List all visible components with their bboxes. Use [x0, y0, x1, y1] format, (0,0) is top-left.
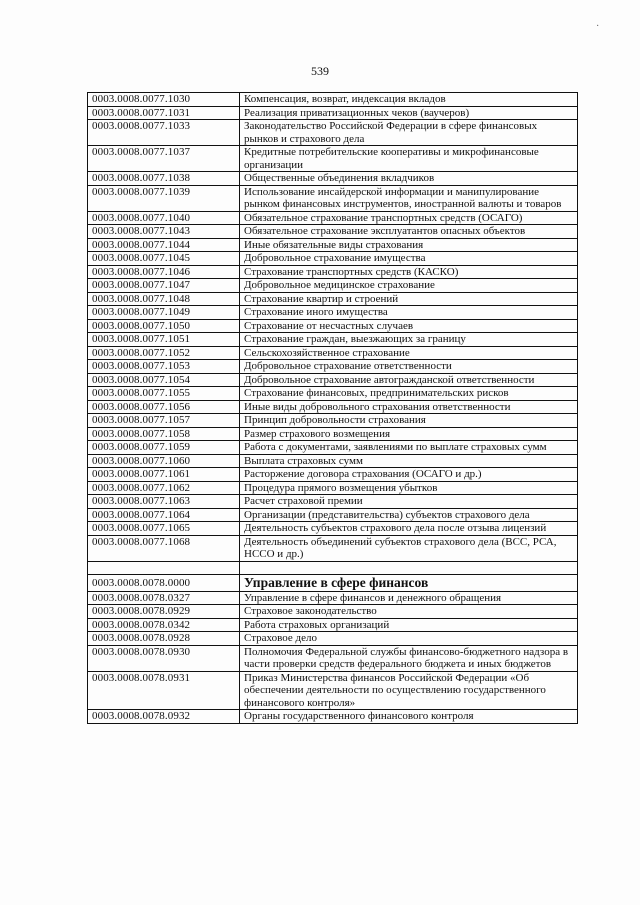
table-row — [88, 645, 578, 671]
row-code: 0003.0008.0077.1051 — [88, 333, 240, 347]
section-title: Управление в сфере финансов — [240, 574, 578, 591]
table-row — [88, 252, 578, 266]
row-name: Размер страхового возмещения — [240, 427, 578, 441]
row-code: 0003.0008.0077.1043 — [88, 225, 240, 239]
row-code: 0003.0008.0077.1031 — [88, 106, 240, 120]
row-name: Страхование граждан, выезжающих за границу — [240, 333, 578, 347]
row-code: 0003.0008.0077.1038 — [88, 172, 240, 186]
table-row — [88, 495, 578, 509]
classifier-table — [87, 92, 578, 724]
table-row — [88, 146, 578, 172]
row-name: Работа страховых организаций — [240, 618, 578, 632]
row-name: Обязательное страхование эксплуатантов опасных объектов — [240, 225, 578, 239]
row-code: 0003.0008.0077.1059 — [88, 441, 240, 455]
section-code: 0003.0008.0078.0000 — [88, 574, 240, 591]
table-row — [88, 319, 578, 333]
table-row — [88, 387, 578, 401]
row-name: Сельскохозяйственное страхование — [240, 346, 578, 360]
table-row — [88, 535, 578, 561]
table-row — [88, 481, 578, 495]
row-code: 0003.0008.0078.0342 — [88, 618, 240, 632]
table-row — [88, 93, 578, 107]
page-number: 539 — [311, 64, 329, 78]
row-name: Реализация приватизационных чеков (ваучеров) — [240, 106, 578, 120]
row-code: 0003.0008.0077.1033 — [88, 120, 240, 146]
row-name: Общественные объединения вкладчиков — [240, 172, 578, 186]
row-code: 0003.0008.0077.1050 — [88, 319, 240, 333]
row-name: Кредитные потребительские кооперативы и микрофинансовые организации — [240, 146, 578, 172]
row-name: Расторжение договора страхования (ОСАГО и др.) — [240, 468, 578, 482]
row-code: 0003.0008.0078.0930 — [88, 645, 240, 671]
row-name: Компенсация, возврат, индексация вкладов — [240, 93, 578, 107]
table-row — [88, 710, 578, 724]
row-code: 0003.0008.0077.1060 — [88, 454, 240, 468]
table-row — [88, 238, 578, 252]
row-name: Законодательство Российской Федерации в сфере финансовых рынков и страхового дела — [240, 120, 578, 146]
table-row — [88, 306, 578, 320]
row-name: Иные обязательные виды страхования — [240, 238, 578, 252]
table-row — [88, 225, 578, 239]
row-name: Страхование от несчастных случаев — [240, 319, 578, 333]
table-row — [88, 468, 578, 482]
row-name: Принцип добровольности страхования — [240, 414, 578, 428]
table-row — [88, 522, 578, 536]
row-code: 0003.0008.0077.1049 — [88, 306, 240, 320]
corner-mark: · — [596, 21, 600, 32]
row-code: 0003.0008.0077.1057 — [88, 414, 240, 428]
table-row — [88, 292, 578, 306]
row-code: 0003.0008.0077.1048 — [88, 292, 240, 306]
row-code: 0003.0008.0077.1063 — [88, 495, 240, 509]
row-code: 0003.0008.0077.1056 — [88, 400, 240, 414]
table-row — [88, 106, 578, 120]
table-row — [88, 360, 578, 374]
row-name: Полномочия Федеральной службы финансово-бюджетного надзора в части проверки средств федерального бюджета и иных бюджетов — [240, 645, 578, 671]
row-name: Использование инсайдерской информации и манипулирование рынком финансовых инструментов, иностранной валюты и товаров — [240, 185, 578, 211]
table-row — [88, 185, 578, 211]
row-code: 0003.0008.0077.1064 — [88, 508, 240, 522]
table-row — [88, 605, 578, 619]
row-code: 0003.0008.0077.1061 — [88, 468, 240, 482]
row-code: 0003.0008.0078.0928 — [88, 632, 240, 646]
row-name: Приказ Министерства финансов Российской Федерации «Об обеспечении деятельности по осуществлению государственного финансового контроля» — [240, 671, 578, 710]
row-code: 0003.0008.0077.1058 — [88, 427, 240, 441]
table-row — [88, 373, 578, 387]
row-code: 0003.0008.0077.1037 — [88, 146, 240, 172]
row-name: Добровольное медицинское страхование — [240, 279, 578, 293]
table-row — [88, 333, 578, 347]
row-code: 0003.0008.0077.1044 — [88, 238, 240, 252]
row-code: 0003.0008.0078.0932 — [88, 710, 240, 724]
table-row — [88, 265, 578, 279]
row-name: Деятельность субъектов страхового дела после отзыва лицензий — [240, 522, 578, 536]
row-code: 0003.0008.0077.1039 — [88, 185, 240, 211]
section-heading-row — [88, 574, 578, 591]
row-code: 0003.0008.0078.0931 — [88, 671, 240, 710]
row-name: Управление в сфере финансов и денежного обращения — [240, 591, 578, 605]
row-code — [88, 561, 240, 574]
table-row — [88, 414, 578, 428]
row-name: Страховое дело — [240, 632, 578, 646]
table-row — [88, 172, 578, 186]
row-code: 0003.0008.0077.1054 — [88, 373, 240, 387]
table-row — [88, 346, 578, 360]
row-name: Добровольное страхование имущества — [240, 252, 578, 266]
row-code: 0003.0008.0077.1052 — [88, 346, 240, 360]
row-name: Страхование квартир и строений — [240, 292, 578, 306]
row-name — [240, 561, 578, 574]
row-code: 0003.0008.0078.0929 — [88, 605, 240, 619]
row-code: 0003.0008.0077.1053 — [88, 360, 240, 374]
row-code: 0003.0008.0077.1047 — [88, 279, 240, 293]
table-row — [88, 618, 578, 632]
table-row — [88, 671, 578, 710]
row-name: Работа с документами, заявлениями по выплате страховых сумм — [240, 441, 578, 455]
row-name: Расчет страховой премии — [240, 495, 578, 509]
row-name: Страховое законодательство — [240, 605, 578, 619]
table-row — [88, 427, 578, 441]
row-code: 0003.0008.0077.1055 — [88, 387, 240, 401]
row-name: Процедура прямого возмещения убытков — [240, 481, 578, 495]
table-row — [88, 120, 578, 146]
table-row — [88, 632, 578, 646]
row-code: 0003.0008.0077.1068 — [88, 535, 240, 561]
row-name: Органы государственного финансового контроля — [240, 710, 578, 724]
row-code: 0003.0008.0077.1046 — [88, 265, 240, 279]
table-row — [88, 279, 578, 293]
row-code: 0003.0008.0077.1030 — [88, 93, 240, 107]
row-code: 0003.0008.0077.1045 — [88, 252, 240, 266]
table-spacer-row — [88, 561, 578, 574]
table-row — [88, 508, 578, 522]
row-code: 0003.0008.0078.0327 — [88, 591, 240, 605]
row-name: Выплата страховых сумм — [240, 454, 578, 468]
row-name: Организации (представительства) субъектов страхового дела — [240, 508, 578, 522]
row-code: 0003.0008.0077.1065 — [88, 522, 240, 536]
row-code: 0003.0008.0077.1062 — [88, 481, 240, 495]
row-name: Добровольное страхование ответственности — [240, 360, 578, 374]
row-code: 0003.0008.0077.1040 — [88, 211, 240, 225]
table-row — [88, 591, 578, 605]
table-row — [88, 454, 578, 468]
row-name: Добровольное страхование автогражданской ответственности — [240, 373, 578, 387]
row-name: Страхование транспортных средств (КАСКО) — [240, 265, 578, 279]
row-name: Обязательное страхование транспортных средств (ОСАГО) — [240, 211, 578, 225]
row-name: Деятельность объединений субъектов страхового дела (ВСС, РСА, НССО и др.) — [240, 535, 578, 561]
table-row — [88, 211, 578, 225]
row-name: Иные виды добровольного страхования ответственности — [240, 400, 578, 414]
row-name: Страхование иного имущества — [240, 306, 578, 320]
row-name: Страхование финансовых, предпринимательских рисков — [240, 387, 578, 401]
table-row — [88, 400, 578, 414]
table-row — [88, 441, 578, 455]
